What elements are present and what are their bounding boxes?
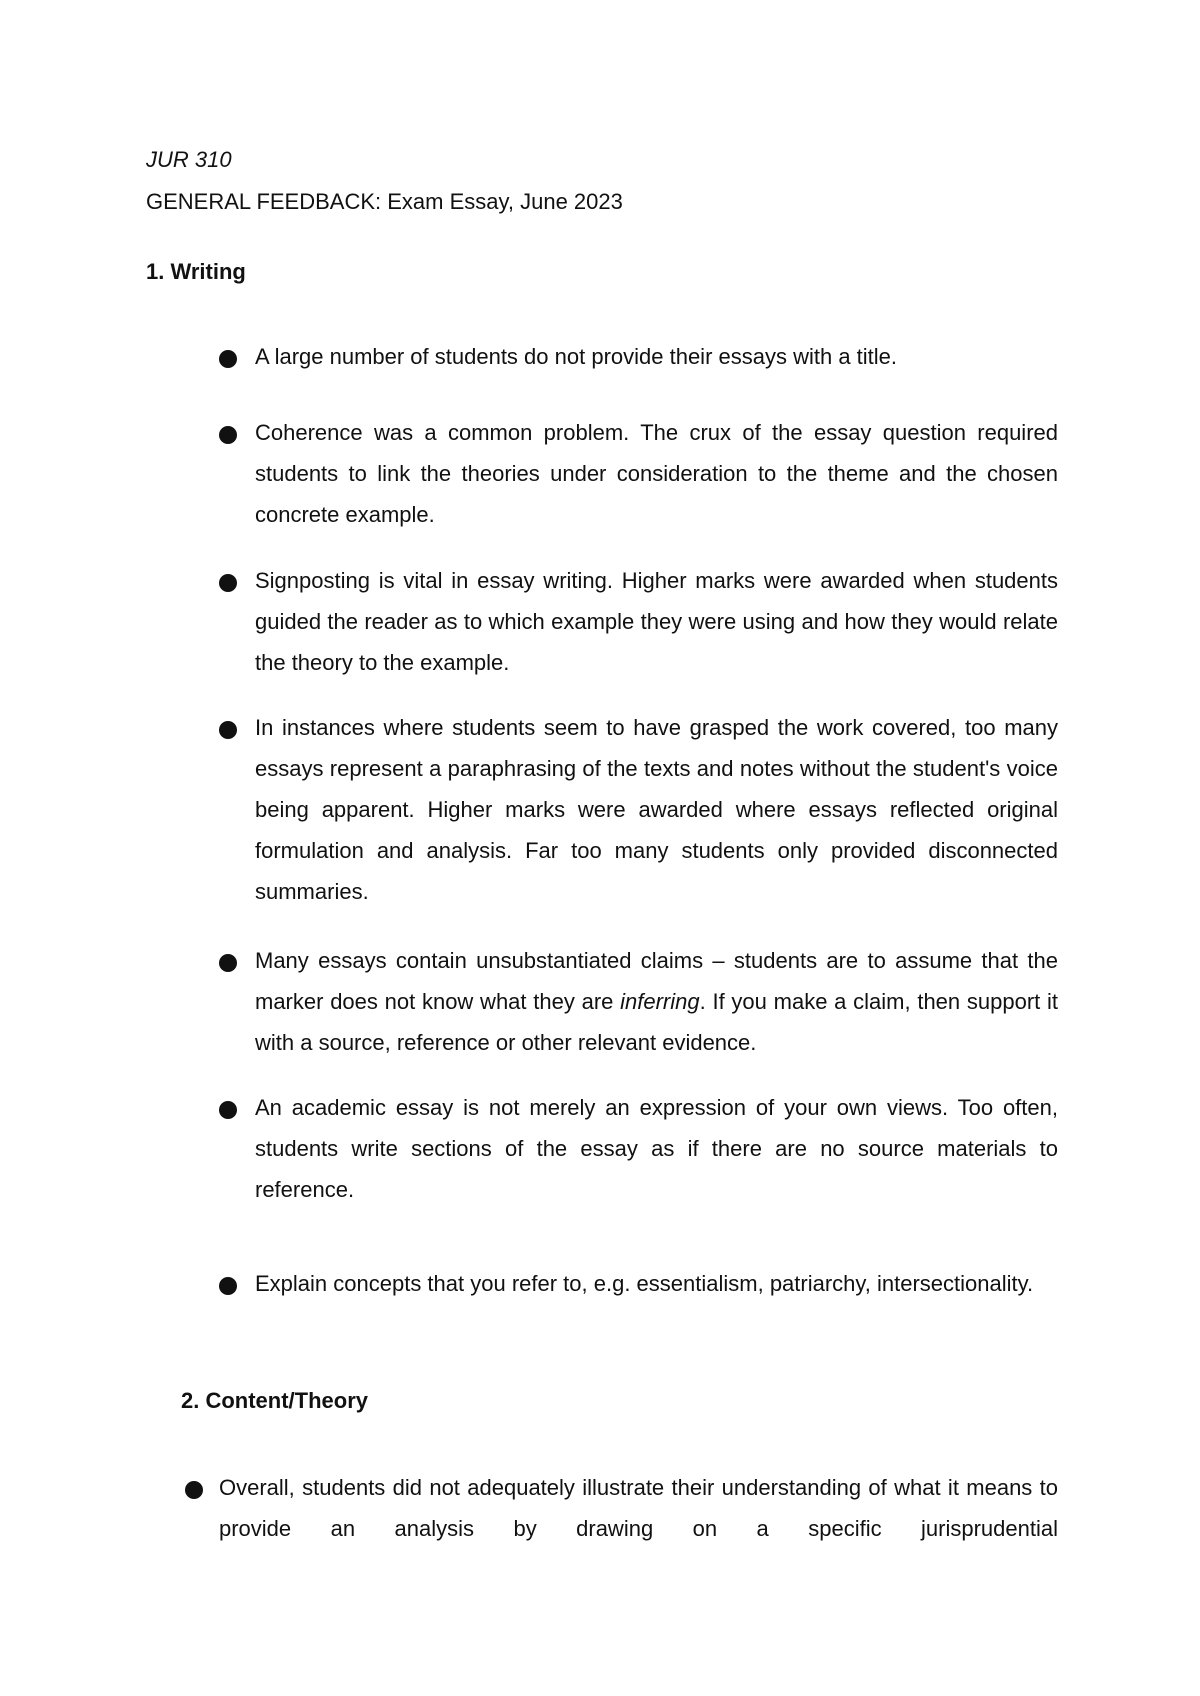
bullet-text-part: Many essays contain unsubstantiated claims – students are to assume that the marker does not know what they are — [255, 948, 1058, 1014]
section-heading-content-theory: 2. Content/Theory — [181, 1388, 369, 1413]
bullet-icon — [219, 1277, 237, 1295]
section-heading-writing: 1. Writing — [146, 259, 246, 284]
bullet-text-part: . If you make a claim, then support it with a source, reference or other relevant evidence. — [255, 989, 1059, 1055]
bullet-icon — [219, 350, 237, 368]
bullet-text: Coherence was a common problem. The crux of the essay question required students to link the theories under consideration to the theme and the chosen concrete example. — [255, 420, 1058, 527]
bullet-text: Explain concepts that you refer to, e.g. essentialism, patriarchy, intersectionality. — [255, 1271, 1034, 1296]
bullet-icon — [185, 1481, 203, 1499]
course-code: JUR 310 — [146, 147, 232, 172]
bullet-text: In instances where students seem to have grasped the work covered, too many essays represent a paraphrasing of the texts and notes without the student's voice being apparent. Higher marks were awarded where essays reflected original formulation and analysis. Far too many students only provided disconnected summaries. — [255, 715, 1058, 904]
bullet-text — [255, 940, 1058, 1063]
bullet-text: Signposting is vital in essay writing. Higher marks were awarded when students guided the reader as to which example they were using and how they would relate the theory to the example. — [255, 568, 1058, 675]
document-title: GENERAL FEEDBACK: Exam Essay, June 2023 — [146, 189, 623, 214]
bullet-icon — [219, 721, 237, 739]
bullet-icon — [219, 574, 237, 592]
bullet-text: Overall, students did not adequately illustrate their understanding of what it means to provide an analysis by drawing on a specific jurisprudential — [219, 1475, 1058, 1541]
emphasized-word: inferring — [620, 989, 700, 1014]
bullet-icon — [219, 954, 237, 972]
bullet-icon — [219, 426, 237, 444]
bullet-text: A large number of students do not provide their essays with a title. — [255, 344, 898, 369]
bullet-text: An academic essay is not merely an expression of your own views. Too often, students write sections of the essay as if there are no source materials to reference. — [255, 1095, 1058, 1202]
bullet-icon — [219, 1101, 237, 1119]
